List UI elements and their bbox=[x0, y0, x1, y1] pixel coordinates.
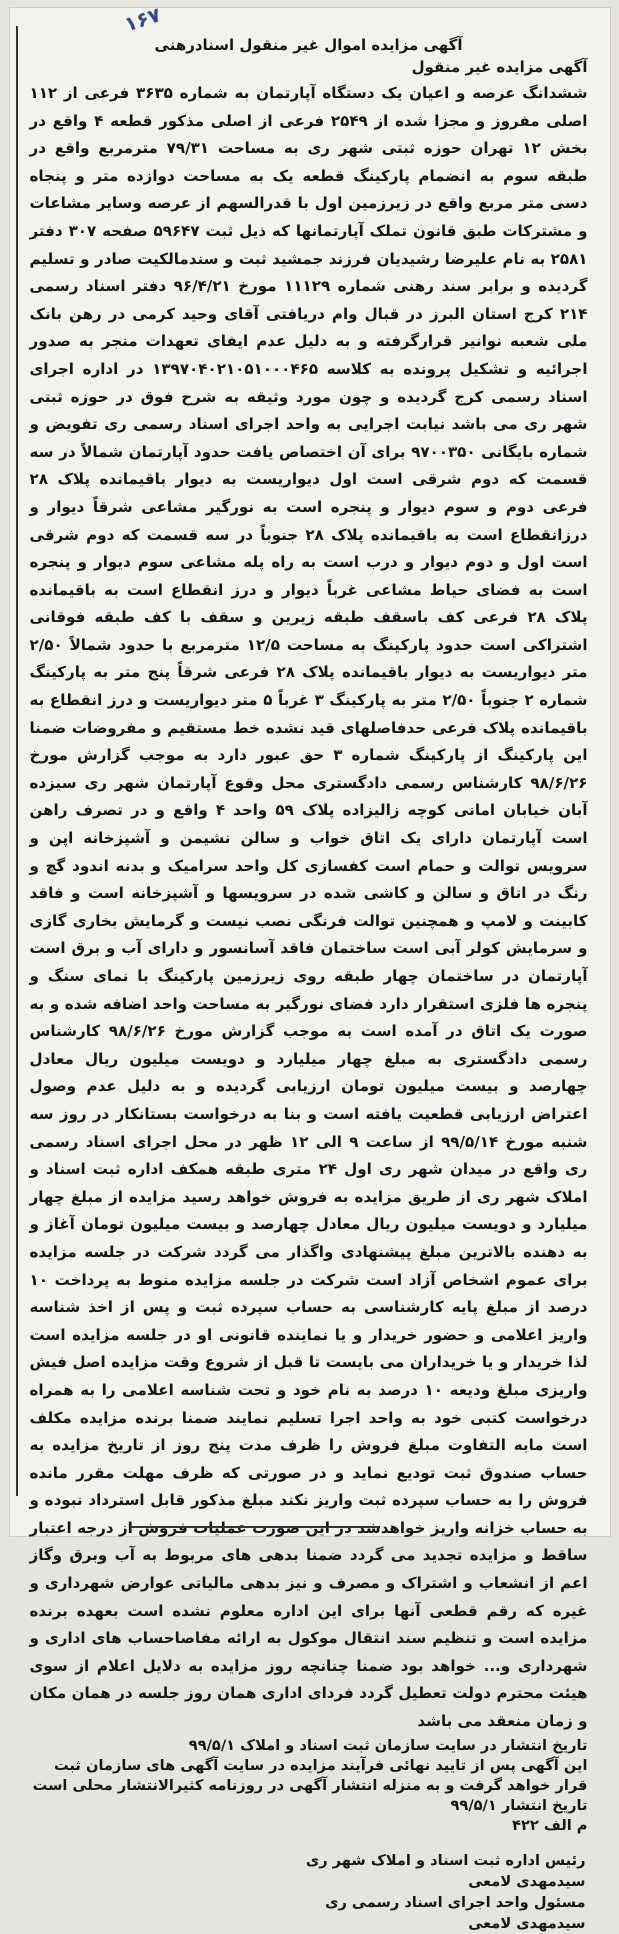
newspaper-clipping bbox=[10, 2, 610, 1932]
handwritten-mark: ۱۶۷ bbox=[120, 2, 164, 37]
office-head-title: رئیس اداره ثبت اسناد و املاک شهر ری bbox=[305, 1851, 586, 1869]
exec-unit-title: مسئول واحد اجرای اسناد رسمی ری bbox=[325, 1893, 586, 1911]
notice-body: ششدانگ عرصه و اعیان یک دستگاه آپارتمان به شماره ۳۶۳۵ فرعی از ۱۱۲ اصلی مفروز و مجزا شده از ۲۵۴۹ فرعی از اصلی مذکور قطعه ۴ واقع در بخش ۱۲ تهران حوزه ثبتی شهر ری به مساحت ۷۹/۳۱ مترمربع واقع در طبقه سوم به انضمام پارکینگ قطعه یک به مساحت دوازده متر و پنجاه دسی متر مربع واقع در زیرزمین اول با قدرالسهم از عرصه وسایر مشاعات و مشترکات طبق قانون تملک آپارتمانها که ذیل ثبت ۵۹۶۴۷ صفحه ۳۰۷ دفتر ۲۵۸۱ به نام علیرضا رشیدیان فرزند جمشید ثبت و سندمالکیت صادر و تسلیم گردیده و برابر سند رهنی شماره ۱۱۱۲۹ مورخ ۹۶/۴/۲۱ دفتر اسناد رسمی ۲۱۴ کرج استان البرز در قبال وام دریافتی آقای وحید کرمی در رهن بانک ملی شعبه نوانیر قرارگرفته و به دلیل عدم ایفای تعهدات منجر به صدور اجرائیه و تشکیل پرونده به کلاسه ۱۳۹۷۰۴۰۲۱۰۵۱۰۰۰۴۶۵ در اداره اجرای اسناد رسمی کرج گردیده و چون مورد وثیقه به شرح فوق در حوزه ثبتی شهر ری می باشد نیابت اجرایی به واحد اجرای اسناد رسمی ری تفویض و شماره بایگانی ۹۷۰۰۳۵۰ برای آن اختصاص یافت حدود آپارتمان شمالاً در سه قسمت که دوم شرقی است اول دیواریست به دیوار باقیمانده پلاک ۲۸ فرعی دوم و سوم دیوار و پنجره است به نورگیر مشاعی شرقاً دیوار و درزانقطاع است به باقیمانده پلاک ۲۸ جنوباً در سه قسمت که دوم شرقی است اول و دوم دیوار و درب است به راه پله مشاعی سوم دیوار و پنجره است به فضای حیاط مشاعی غرباً دیوار و درز انقطاع است به باقیمانده پلاک ۲۸ فرعی کف باسقف طبقه زیرین و سقف با کف طبقه فوقانی اشتراکی است حدود پارکینگ به مساحت ۱۲/۵ مترمربع با حدود شمالاً ۲/۵۰ متر دیواریست به دیوار باقیمانده پلاک ۲۸ فرعی شرقاً پنج متر به پارکینگ شماره ۲ جنوباً ۲/۵۰ متر به پارکینگ ۳ غرباً ۵ متر دیواریست و درز انقطاع به باقیمانده پلاک فرعی حدفاصلهای قید نشده خط مستقیم و مفروضات ضمنا این پارکینگ از پارکینگ شماره ۳ حق عبور دارد به موجب گزارش مورخ ۹۸/۶/۲۶ کارشناس رسمی دادگستری محل وقوع آپارتمان شهر ری سیزده آبان خیابان امانی کوچه زالیزاده پلاک ۵۹ واحد ۴ واقع و در تصرف راهن است آپارتمان دارای یک اتاق خواب و سالن نشیمن و آشپزخانه اپن و سرویس توالت و حمام است کفسازی کل واحد سرامیک و بدنه اندود گچ و رنگ در اتاق و سالن و کاشی شده در سرویسها و آشپزخانه است و فاقد کابینت و لامپ و همچنین توالت فرنگی نصب نیست و گرمایش بخاری گازی و سرمایش کولر آبی است ساختمان فاقد آسانسور و دارای آب و برق است آپارتمان در ساختمان چهار طبقه روی زیرزمین پارکینگ با نمای سنگ و پنجره ها فلزی استقرار دارد فضای نورگیر به مساحت واحد اضافه شده و به صورت یک اتاق در آمده است به موجب گزارش مورخ ۹۸/۶/۲۶ کارشناس رسمی دادگستری به مبلغ چهار میلیارد و دویست میلیون ریال معادل چهارصد و بیست میلیون تومان ارزیابی گردیده و به دلیل عدم وصول اعتراض ارزیابی قطعیت یافته است و بنا به درخواست بستانکار در روز سه شنبه مورخ ۹۹/۵/۱۴ از ساعت ۹ الی ۱۲ ظهر در محل اجرای اسناد رسمی ری واقع در میدان شهر ری اول ۲۴ متری طبقه همکف اداره ثبت اسناد و املاک شهر ری از طریق مزایده به فروش خواهد رسید مزایده از مبلغ چهار میلیارد و دویست میلیون ریال معادل چهارصد و بیست میلیون تومان آغاز و به دهنده بالاترین مبلغ پیشنهادی واگذار می گردد شرکت در جلسه مزایده برای عموم اشخاص آزاد است شرکت در جلسه مزایده منوط به پرداخت ۱۰ درصد از مبلغ پایه کارشناسی به حساب سپرده ثبت و پس از اخذ شناسه واریز اعلامی و حضور خریدار و یا نماینده قانونی او در جلسه مزایده است لذا خریدار و یا خریداران می بایست تا قبل از شروع وقت مزایده اصل فیش واریزی مبلغ ودیعه ۱۰ درصد به نام خود و تحت شناسه اعلامی را به همراه درخواست کتبی خود به واحد اجرا تسلیم نمایند ضمنا برنده مزایده مکلف است مابه التفاوت مبلغ فروش را ظرف مدت پنج روز از تاریخ مزایده به حساب صندوق ثبت تودیع نماید و در صورتی که ظرف مهلت مقرر مانده فروش را به حساب سپرده ثبت واریز نکند مبلغ مذکور قابل استرداد نبوده و به حساب خزانه واریز خواهدشد در این صورت عملیات فروش از درجه اعتبار ساقط و مزایده تجدید می گردد ضمنا بدهی های مربوط به آب وبرق وگاز اعم از انشعاب و اشتراک و مصرف و نیز بدهی مالیاتی عوارض شهرداری و غیره که رقم قطعی آنها برای این اداره معلوم نشده است بعهده برنده مزایده است و تنظیم سند انتقال موکول به ارائه مفاصاحساب های اداری و شهرداری و... خواهد بود ضمنا چنانچه روز مزایده به دلایل اعلام از سوی هیئت محترم دولت تعطیل گردد فردای اداری همان روز جلسه در همان مکان و زمان منعقد می باشد bbox=[29, 84, 588, 1731]
notice-content bbox=[10, 8, 610, 1934]
column-rule bbox=[16, 26, 18, 1496]
publication-info bbox=[30, 1736, 588, 1836]
site-notice: این آگهی پس از تایید نهائی فرآیند مزایده در سایت آگهی های سازمان ثبت قرار خواهد گرفت و به منزله انتشار آگهی در روزنامه کثیرالانتشار محلی است bbox=[32, 1756, 588, 1794]
office-head-name: سیدمهدی لامعی bbox=[468, 1872, 586, 1890]
site-publish-date: تاریخ انتشار در سایت سازمان ثبت اسناد و املاک ۹۹/۵/۱ bbox=[188, 1736, 588, 1754]
exec-unit-name: سیدمهدی لامعی bbox=[468, 1914, 586, 1932]
signature-block bbox=[30, 1850, 588, 1934]
notice-title: آگهی مزایده اموال غیر منقول اسنادرهنی bbox=[154, 36, 463, 54]
reference-code: م الف ۴۲۲ bbox=[512, 1816, 588, 1834]
notice-subtitle: آگهی مزایده غیر منقول bbox=[411, 58, 588, 76]
publish-date: تاریخ انتشار ۹۹/۵/۱ bbox=[450, 1796, 588, 1814]
bottom-rule bbox=[130, 1526, 380, 1528]
